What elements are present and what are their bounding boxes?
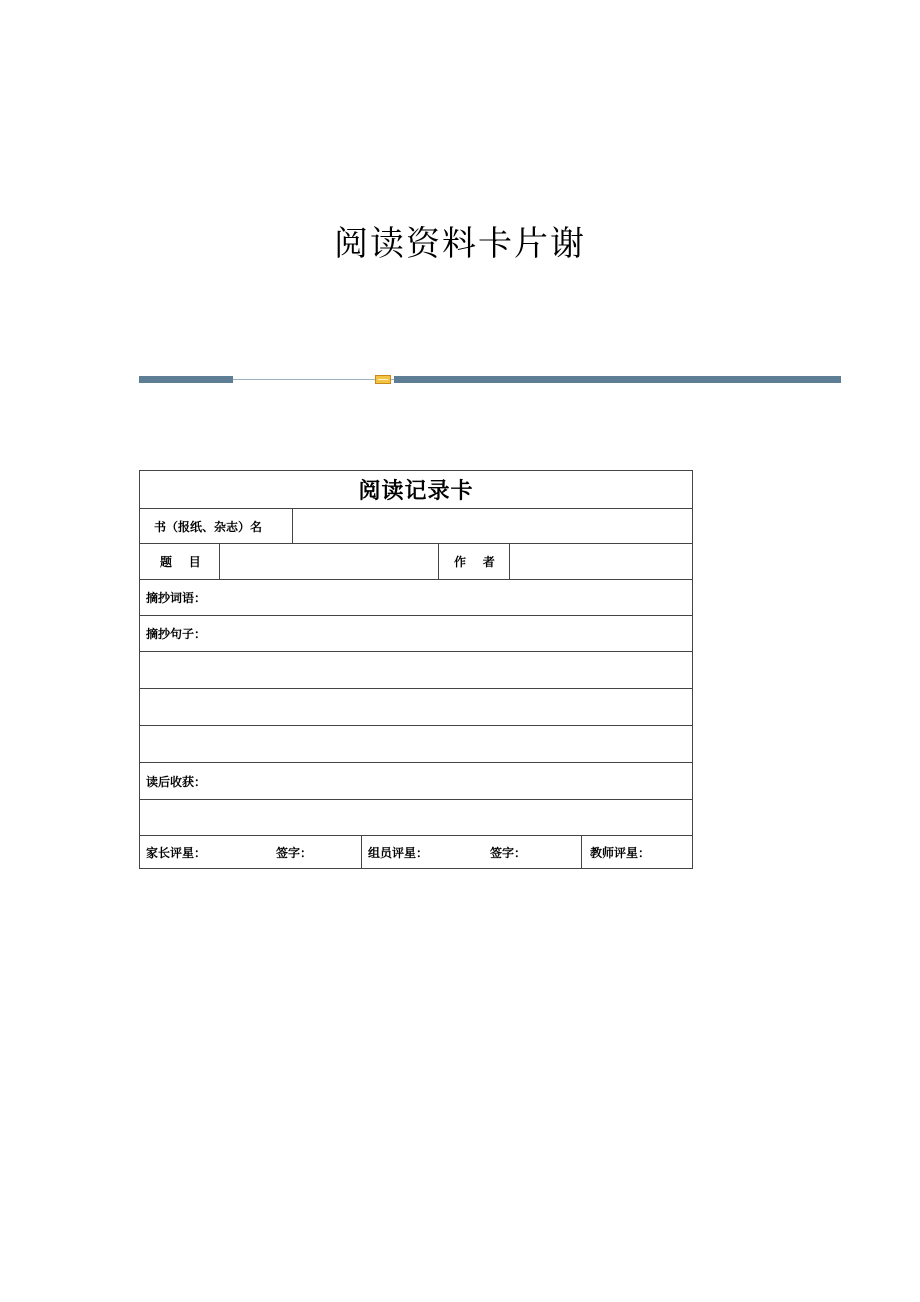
document-title: 阅读资料卡片谢 <box>334 224 586 264</box>
topic-label: 题 目 <box>160 555 201 569</box>
sentences-label: 摘抄句子： <box>146 627 207 641</box>
divider-badge-icon <box>375 375 391 384</box>
topic-field[interactable] <box>220 544 438 579</box>
parent-signature-label: 签字： <box>276 845 313 860</box>
book-name-field[interactable] <box>293 509 692 543</box>
member-rating-label: 组员评星： <box>368 845 429 860</box>
rating-footer-row <box>140 836 692 868</box>
topic-author-row <box>140 544 692 580</box>
cell-divider <box>581 836 582 868</box>
divider-bar-left <box>139 376 233 383</box>
cell-divider <box>361 836 362 868</box>
teacher-rating-label: 教师评星： <box>590 845 651 860</box>
member-signature-label: 签字： <box>490 845 527 860</box>
sentences-row <box>140 616 692 652</box>
words-row <box>140 580 692 616</box>
card-title: 阅读记录卡 <box>358 478 474 504</box>
book-name-row <box>140 509 692 544</box>
gains-label: 读后收获： <box>146 774 207 789</box>
author-label: 作 者 <box>454 555 495 569</box>
author-field[interactable] <box>510 544 692 579</box>
divider-bar-right <box>394 376 841 383</box>
parent-rating-label: 家长评星： <box>146 845 207 860</box>
decorative-divider <box>139 375 841 384</box>
reading-record-card <box>139 470 693 869</box>
sentences-blank-row-3[interactable] <box>140 726 692 763</box>
sentences-blank-row-2[interactable] <box>140 689 692 726</box>
gains-row <box>140 763 692 800</box>
sentences-blank-row-1[interactable] <box>140 652 692 689</box>
words-label: 摘抄词语： <box>146 591 207 605</box>
cell-divider <box>438 544 439 579</box>
card-title-row <box>140 471 692 509</box>
book-name-label: 书（报纸、杂志）名 <box>154 519 263 534</box>
gains-blank-row[interactable] <box>140 800 692 836</box>
